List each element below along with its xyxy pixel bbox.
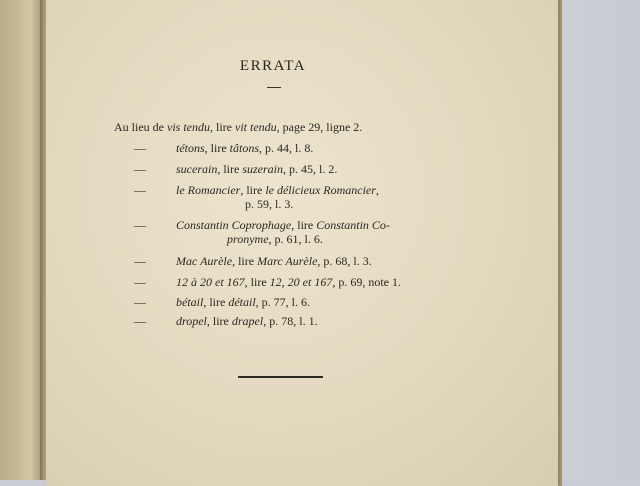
entry-mid: , lire (240, 183, 266, 197)
previous-page-edge (0, 0, 44, 480)
entry-dash: — (134, 218, 146, 232)
entry-mid: , lire (203, 295, 229, 309)
entry-dash: — (134, 183, 146, 197)
end-rule (238, 376, 323, 378)
entry-mid: , lire (210, 120, 235, 134)
entry-right: drapel (231, 314, 264, 328)
entry-continuation-italic: pronyme (227, 232, 269, 246)
entry-mid: , lire (217, 162, 243, 176)
entry-ref: , p. 45, l. 2. (283, 162, 338, 176)
entry-ref: , p. 69, note 1. (332, 275, 402, 289)
entry-right: 12, 20 et 167 (269, 275, 333, 289)
entry-right: suzerain (242, 162, 283, 176)
errata-entry (114, 120, 362, 134)
entry-wrong: vis tendu (167, 120, 210, 134)
entry-dash: — (134, 314, 146, 328)
entry-wrong: dropel (176, 314, 207, 328)
entry-dash: — (134, 254, 146, 268)
entry-right: tâtons (229, 141, 260, 155)
entry-mid: , lire (204, 141, 230, 155)
entry-right: le délicieux Romancier (265, 183, 376, 197)
entry-ref: , page 29, ligne 2. (276, 120, 363, 134)
entry-dash: — (134, 275, 146, 289)
entry-mid: , lire (206, 314, 232, 328)
entry-ref: , p. 78, l. 1. (263, 314, 318, 328)
entry-wrong: 12 à 20 et 167 (176, 275, 245, 289)
entry-ref: , p. 44, l. 8. (259, 141, 314, 155)
entry-wrong: Constantin Coprophage (176, 218, 292, 232)
entry-continuation: p. 59, l. 3. (245, 197, 294, 211)
entry-wrong: sucerain (176, 162, 218, 176)
entry-mid: , lire (232, 254, 258, 268)
entry-ref: , p. 77, l. 6. (255, 295, 310, 309)
entry-wrong: Mac Aurèle (176, 254, 233, 268)
entry-continuation: , p. 61, l. 6. (268, 232, 323, 246)
entry-mid: , lire (291, 218, 317, 232)
errata-heading: ERRATA (239, 58, 307, 74)
entry-ref: , (375, 183, 379, 197)
entry-wrong: bétail (176, 295, 204, 309)
entry-wrong: tétons (176, 141, 205, 155)
entry-right: détail (228, 295, 256, 309)
entry-dash: — (134, 295, 146, 309)
entry-ref: , p. 68, l. 3. (317, 254, 372, 268)
entry-wrong: le Romancier (176, 183, 241, 197)
entry-dash: — (134, 141, 146, 155)
entry-right: Marc Aurèle (257, 254, 318, 268)
entry-prefix: Au lieu de (114, 120, 167, 134)
heading-rule (267, 87, 281, 88)
entry-right: Constantin Co- (316, 218, 390, 232)
entry-dash: — (134, 162, 146, 176)
entry-right: vit tendu (235, 120, 277, 134)
entry-mid: , lire (244, 275, 270, 289)
